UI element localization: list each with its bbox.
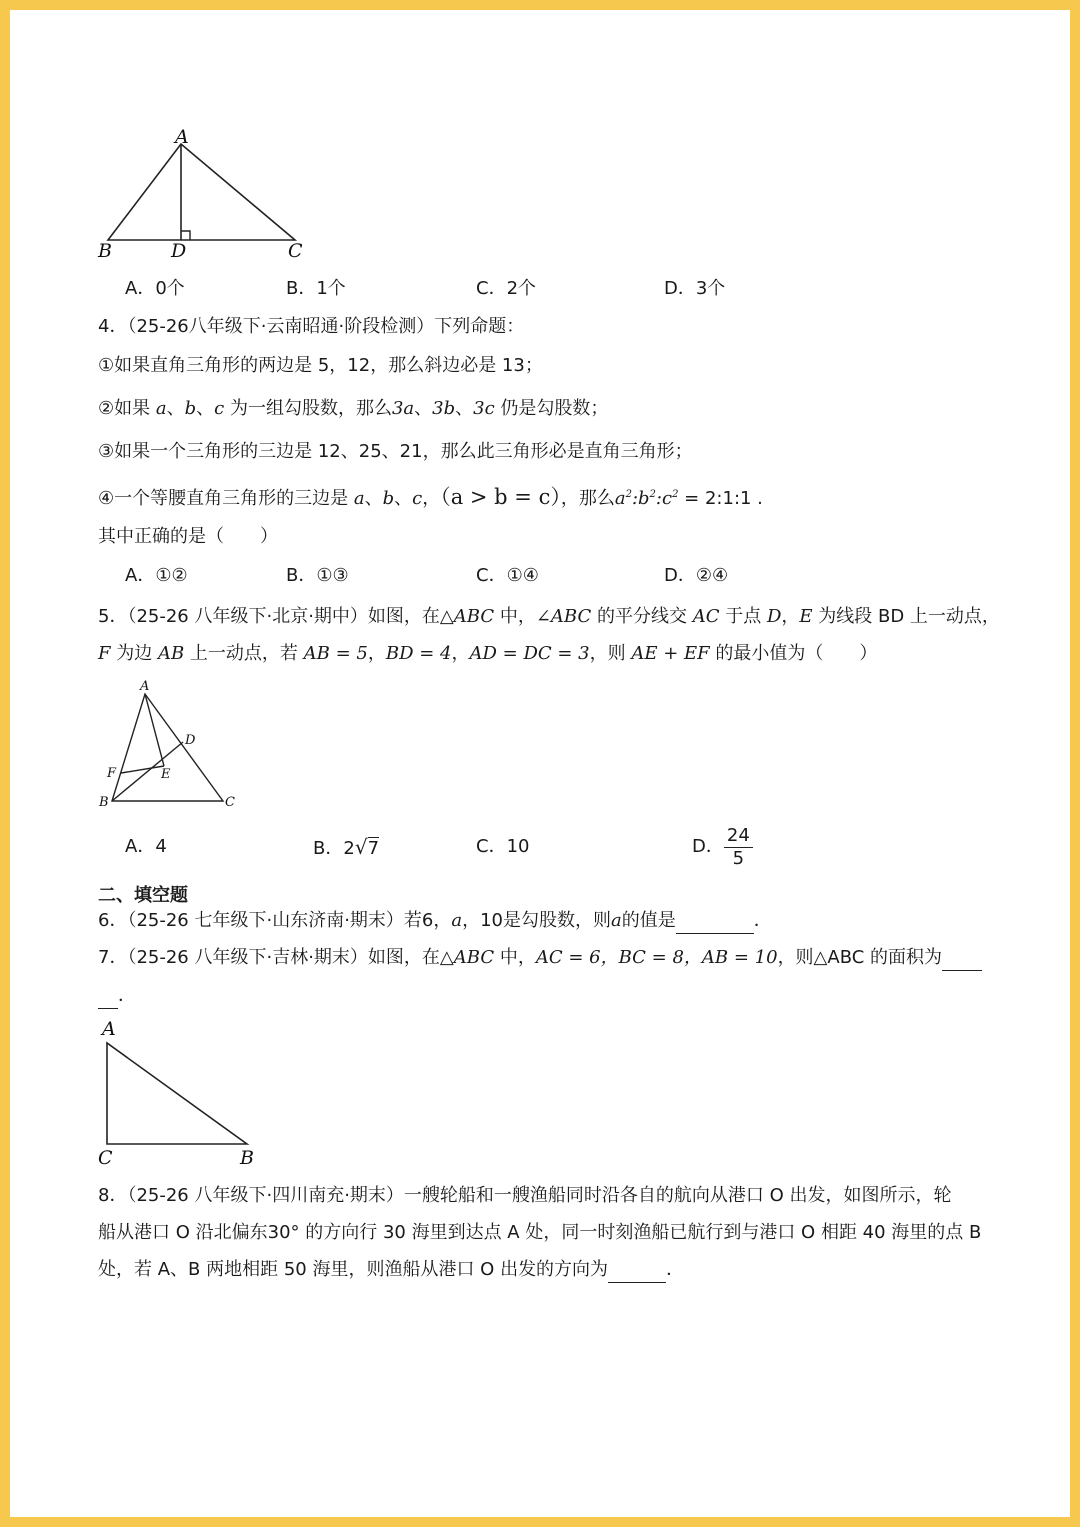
- fig2-label-f: F: [107, 766, 117, 781]
- q4-option-a[interactable]: A．①②: [125, 565, 188, 586]
- fig3-label-c: C: [98, 1147, 113, 1169]
- q7-text-continued: ．: [98, 984, 136, 1009]
- q3-option-d[interactable]: D．3个: [664, 278, 726, 299]
- q7-figure: [92, 1015, 272, 1170]
- q8-line-1: 8．（25-26 八年级下·四川南充·期末）一艘轮船和一艘渔船同时沿各自的航向从港口 O 出发，如图所示，轮: [98, 1185, 952, 1206]
- q5-line-1: 5．（25-26 八年级下·北京·期中）如图，在△ABC 中，∠ABC 的平分线交 AC 于点 D，E 为线段 BD 上一动点，: [98, 606, 1000, 627]
- q5-option-b[interactable]: B．2√7: [313, 835, 380, 859]
- q7-text: 7．（25-26 八年级下·吉林·期末）如图，在△ABC 中，AC = 6，BC = 8，AB = 10，则△ABC 的面积为: [98, 946, 982, 971]
- fig3-label-b: B: [240, 1147, 254, 1169]
- q4-statement-3: ③如果一个三角形的三边是 12、25、21，那么此三角形必是直角三角形；: [98, 441, 693, 462]
- q4-statement-1: ①如果直角三角形的两边是 5，12，那么斜边必是 13；: [98, 355, 543, 376]
- fig1-label-d: D: [171, 240, 187, 262]
- q7-answer-blank-cont[interactable]: [98, 984, 118, 1009]
- q4-option-c[interactable]: C．①④: [476, 565, 539, 586]
- q5-option-c[interactable]: C．10: [476, 836, 530, 857]
- q4-statement-2: ②如果 a、b、c 为一组勾股数，那么3a、3b、3c 仍是勾股数；: [98, 398, 609, 419]
- fig1-label-b: B: [98, 240, 112, 262]
- fig1-label-c: C: [288, 240, 303, 262]
- q4-prompt: 其中正确的是（ ）: [98, 526, 278, 547]
- q4-option-b[interactable]: B．①③: [286, 565, 349, 586]
- q5-option-a[interactable]: A．4: [125, 836, 167, 857]
- q3-figure: [90, 125, 320, 265]
- q8-line-2: 船从港口 O 沿北偏东30° 的方向行 30 海里到达点 A 处，同一时刻渔船已航行到与港口 O 相距 40 海里的点 B: [98, 1222, 982, 1243]
- fig2-label-e: E: [161, 767, 171, 782]
- q3-option-a[interactable]: A．0个: [125, 278, 185, 299]
- q4-heading: 4．（25-26八年级下·云南昭通·阶段检测）下列命题：: [98, 316, 525, 337]
- fig3-label-a: A: [102, 1018, 116, 1040]
- fig2-label-d: D: [185, 733, 196, 748]
- q3-option-b[interactable]: B．1个: [286, 278, 346, 299]
- q5-option-d-fraction: $\frac{24}{5}$: [724, 825, 753, 870]
- q5-line-2: F 为边 AB 上一动点，若 AB = 5，BD = 4，AD = DC = 3，则 AE + EF 的最小值为（ ）: [98, 643, 878, 664]
- fig2-label-b: B: [99, 795, 109, 810]
- fig2-label-c: C: [225, 795, 235, 810]
- q5-option-d[interactable]: D． $\frac{24}{5}$: [692, 823, 753, 871]
- q8-answer-blank[interactable]: [608, 1258, 666, 1283]
- q7-answer-blank[interactable]: [942, 946, 982, 971]
- q8-line-3: 处，若 A、B 两地相距 50 海里，则渔船从港口 O 出发的方向为 ．: [98, 1258, 684, 1283]
- q4-option-d[interactable]: D．②④: [664, 565, 729, 586]
- fig1-label-a: A: [175, 126, 189, 148]
- q5-figure: [95, 675, 245, 815]
- q6-answer-blank[interactable]: [676, 909, 754, 934]
- q6-text: 6．（25-26 七年级下·山东济南·期末）若6，a，10是勾股数，则a的值是 ．: [98, 909, 772, 934]
- q3-option-c[interactable]: C．2个: [476, 278, 537, 299]
- q4-statement-4: ④一个等腰直角三角形的三边是 a、b、c，（a > b = c），那么$a^2:b^2:c^2$ = 2:1:1 .: [98, 485, 763, 509]
- fig2-label-a: A: [140, 679, 150, 694]
- section-heading: 二、填空题: [98, 885, 188, 906]
